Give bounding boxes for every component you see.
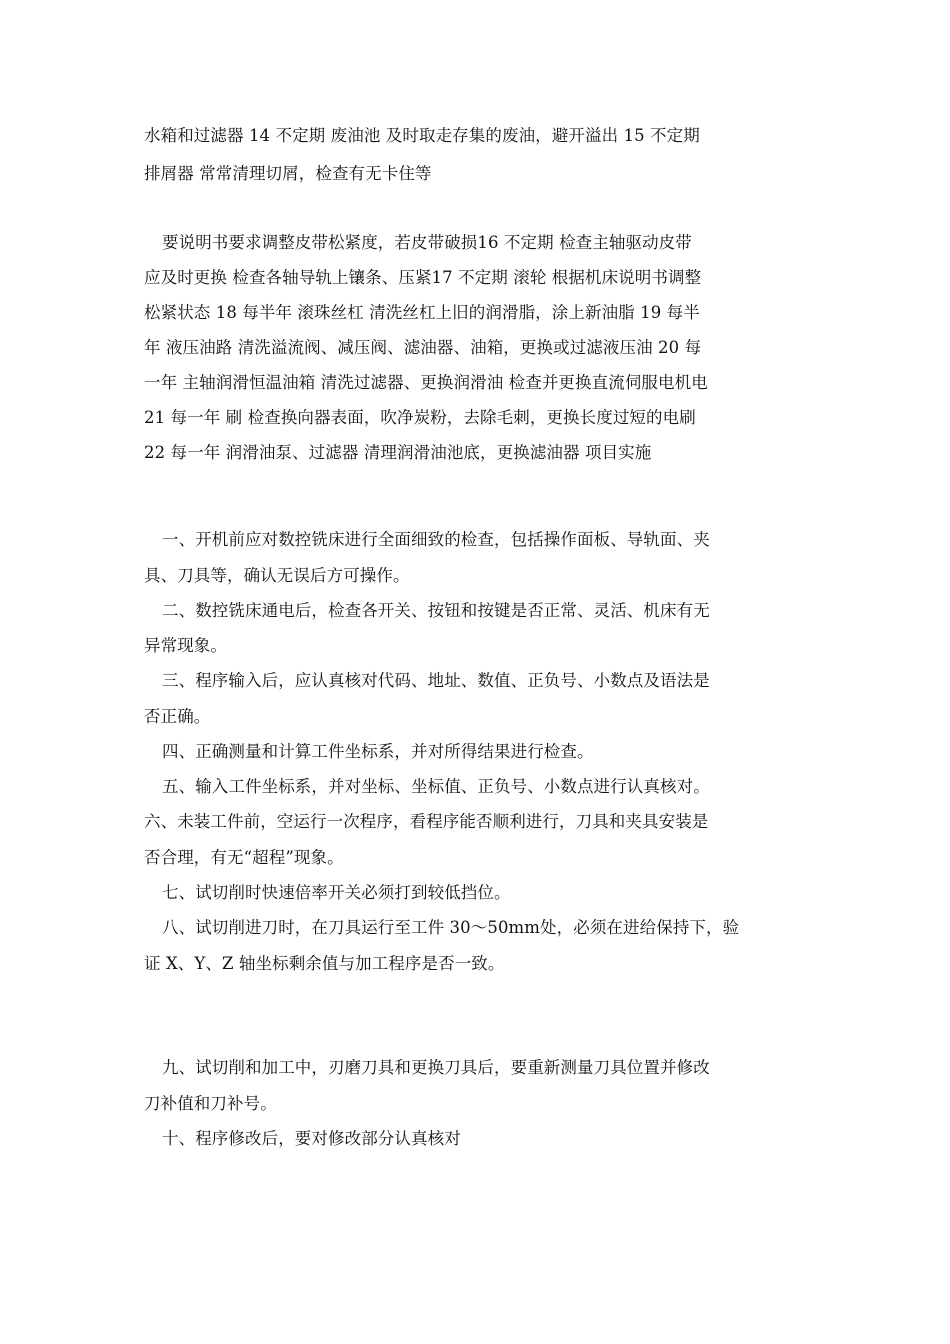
- text-line: 松紧状态 18 每半年 滚珠丝杠 清洗丝杠上旧的润滑脂，涂上新油脂 19 每半: [144, 303, 700, 322]
- text-line: 刀补值和刀补号。: [144, 1094, 277, 1113]
- text-line: 三、程序输入后，应认真核对代码、地址、数值、正负号、小数点及语法是: [162, 671, 710, 690]
- text-line: 应及时更换 检查各轴导轨上镶条、压紧17 不定期 滚轮 根据机床说明书调整: [144, 268, 702, 287]
- text-line: 21 每一年 刷 检查换向器表面，吹净炭粉，去除毛刺，更换长度过短的电刷: [144, 408, 696, 427]
- text-line: 一年 主轴润滑恒温油箱 清洗过滤器、更换润滑油 检查并更换直流伺服电机电: [144, 373, 708, 392]
- text-line: 否正确。: [144, 707, 211, 726]
- text-line: 五、输入工件坐标系，并对坐标、坐标值、正负号、小数点进行认真核对。: [162, 777, 710, 796]
- text-line: 具、刀具等，确认无误后方可操作。: [144, 566, 410, 585]
- text-line: 七、试切削时快速倍率开关必须打到较低挡位。: [162, 883, 511, 902]
- text-line: 证 X、Y、Z 轴坐标剩余值与加工程序是否一致。: [144, 954, 505, 973]
- text-line: 六、未装工件前，空运行一次程序，看程序能否顺利进行，刀具和夹具安装是: [144, 812, 709, 831]
- text-line: 异常现象。: [144, 636, 227, 655]
- text-line: 四、正确测量和计算工件坐标系，并对所得结果进行检查。: [162, 742, 594, 761]
- text-line: 一、开机前应对数控铣床进行全面细致的检查，包括操作面板、导轨面、夹: [162, 530, 710, 549]
- text-line: 22 每一年 润滑油泵、过滤器 清理润滑油池底，更换滤油器 项目实施: [144, 443, 652, 462]
- text-line: 八、试切削进刀时，在刀具运行至工件 30～50mm处，必须在进给保持下，验: [162, 918, 740, 937]
- text-line: 十、程序修改后，要对修改部分认真核对: [162, 1129, 461, 1148]
- text-line: 要说明书要求调整皮带松紧度，若皮带破损16 不定期 检查主轴驱动皮带: [162, 233, 692, 252]
- text-line: 二、数控铣床通电后，检查各开关、按钮和按键是否正常、灵活、机床有无: [162, 601, 710, 620]
- text-line: 九、试切削和加工中，刃磨刀具和更换刀具后，要重新测量刀具位置并修改: [162, 1058, 710, 1077]
- text-line: 年 液压油路 清洗溢流阀、减压阀、滤油器、油箱，更换或过滤液压油 20 每: [144, 338, 702, 357]
- text-line: 水箱和过滤器 14 不定期 废油池 及时取走存集的废油，避开溢出 15 不定期: [144, 126, 700, 145]
- text-line: 排屑器 常常清理切屑，检查有无卡住等: [144, 164, 432, 183]
- text-line: 否合理，有无“超程”现象。: [144, 848, 344, 867]
